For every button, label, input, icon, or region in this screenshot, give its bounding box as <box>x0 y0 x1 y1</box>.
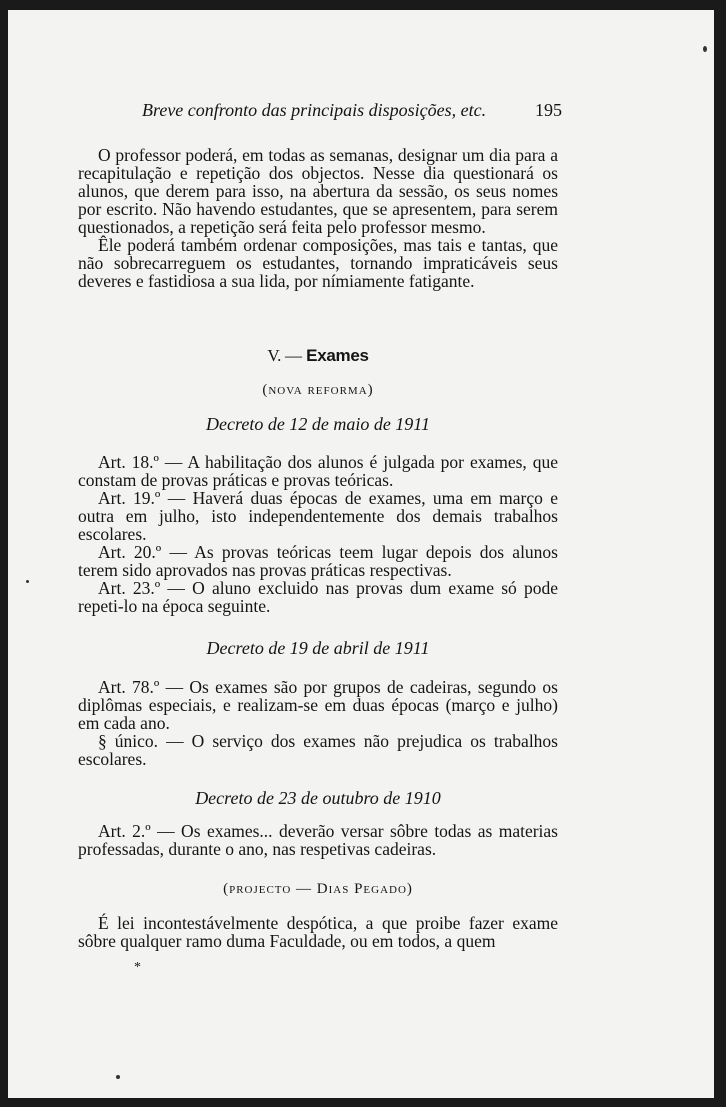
section-subtitle: (nova reforma) <box>262 382 374 398</box>
decree-2-paragraph: § único. — O serviço dos exames não prejudica os trabalhos escolares. <box>78 731 558 769</box>
decree-2-articles <box>78 678 558 768</box>
decree-2-article: Art. 78.º — Os exames são por grupos de cadeiras, segundo os diplômas especiais, e realizam-se em duas épocas (março e julho) em cada ano. <box>78 677 558 733</box>
decree-3-articles <box>78 822 558 858</box>
decree-2-title: Decreto de 19 de abril de 1911 <box>206 638 430 658</box>
intro-paragraph-1: O professor poderá, em todas as semanas, designar um dia para a recapitulação e repetição dos objectos. Nesse dia questionará os alunos, que derem para isso, na abertura da sessão, os seus nomes por escrito. Não havendo estudantes, que se apresentem, para serem questionados, a repetição será feita pelo professor mesmo. <box>78 145 558 237</box>
decree-3-article: Art. 2.º — Os exames... deverão versar sôbre todas as materias professadas, durante o ano, nas respetivas cadeiras. <box>78 821 558 859</box>
project-text-block <box>78 914 558 950</box>
project-text: É lei incontestávelmente despótica, a que proibe fazer exame sôbre qualquer ramo duma Faculdade, ou em todos, a quem <box>78 913 558 951</box>
decree-1-article: Art. 18.º — A habilitação dos alunos é julgada por exames, que constam de provas práticas e provas teóricas. <box>78 452 558 490</box>
scan-speck <box>116 1075 120 1079</box>
decree-1-articles <box>78 453 558 615</box>
project-heading: (projecto — Dias Pegado) <box>223 881 413 897</box>
section-number: V. — <box>267 346 302 365</box>
decree-1-article: Art. 19.º — Haverá duas épocas de exames, uma em março e outra em julho, isto independentemente dos demais trabalhos escolares. <box>78 488 558 544</box>
decree-1-article: Art. 20.º — As provas teóricas teem lugar depois dos alunos terem sido aprovados nas provas práticas respectivas. <box>78 542 558 580</box>
decree-1-article: Art. 23.º — O aluno excluido nas provas dum exame só pode repeti-lo na época seguinte. <box>78 578 558 616</box>
footnote-mark: * <box>134 960 141 975</box>
running-title: Breve confronto das principais disposições, etc. <box>142 100 487 120</box>
intro-paragraph-2: Êle poderá também ordenar composições, mas tais e tantas, que não sobrecarreguem os estudantes, tornando impraticáveis seus deveres e fastidiosa a sua lida, por nímiamente fatigante. <box>78 235 558 291</box>
decree-1-title: Decreto de 12 de maio de 1911 <box>206 414 430 434</box>
page-number: 195 <box>535 100 562 120</box>
section-title: Exames <box>306 346 369 365</box>
intro-text <box>78 146 558 290</box>
section-heading <box>78 346 558 366</box>
scanned-page <box>8 10 714 1098</box>
scan-speck <box>26 580 29 583</box>
decree-3-title: Decreto de 23 de outubro de 1910 <box>195 788 441 808</box>
scan-speck <box>703 46 707 52</box>
running-head <box>142 100 562 121</box>
